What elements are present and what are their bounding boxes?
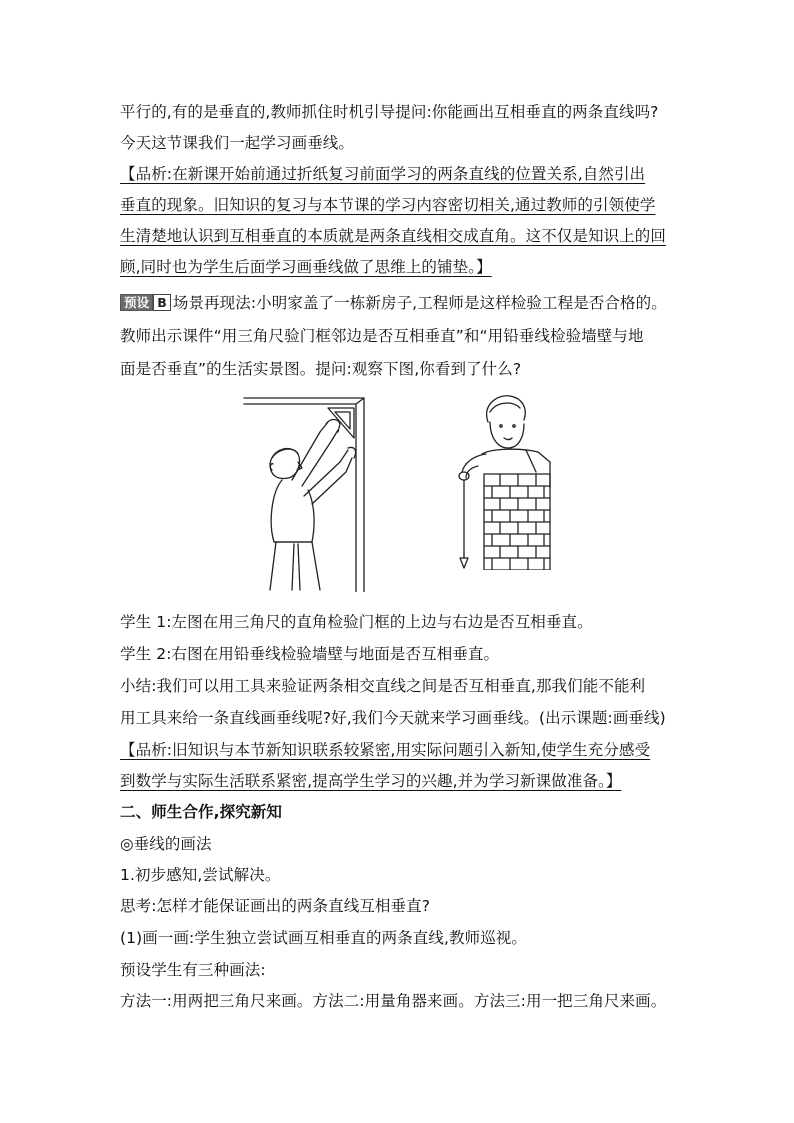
paragraph-line: 平行的,有的是垂直的,教师抓住时机引导提问:你能画出互相垂直的两条直线吗? [120, 103, 659, 121]
section-heading: 二、师生合作,探究新知 [120, 803, 282, 821]
analysis-line: 生清楚地认识到互相垂直的本质就是两条直线相交成直角。这不仅是知识上的回 [120, 227, 667, 245]
paragraph-line: 学生 2:右图在用铅垂线检验墙壁与地面是否互相垂直。 [120, 645, 500, 663]
paragraph-line: 学生 1:左图在用三角尺的直角检验门框的上边与右边是否互相垂直。 [120, 613, 593, 631]
analysis-line: 垂直的现象。旧知识的复习与本节课的学习内容密切相关,通过教师的引领使学 [120, 196, 656, 214]
paragraph-line: 用工具来给一条直线画垂线呢?好,我们今天就来学习画垂线。(出示课题:画垂线) [120, 709, 666, 727]
analysis-line: 【品析:在新课开始前通过折纸复习前面学习的两条直线的位置关系,自然引出 [120, 165, 646, 183]
paragraph-line: 小结:我们可以用工具来验证两条相交直线之间是否互相垂直,那我们能不能利 [120, 677, 646, 695]
paragraph-line: 思考:怎样才能保证画出的两条直线互相垂直? [120, 897, 431, 915]
paragraph-line: 今天这节课我们一起学习画垂线。 [120, 134, 355, 152]
paragraph-line: 方法一:用两把三角尺来画。方法二:用量角器来画。方法三:用一把三角尺来画。 [120, 992, 667, 1010]
paragraph-line: 教师出示课件“用三角尺验门框邻边是否互相垂直”和“用铅垂线检验墙壁与地 [120, 327, 644, 345]
paragraph-line: 面是否垂直”的生活实景图。提问:观察下图,你看到了什么? [120, 360, 522, 378]
preset-line [120, 293, 667, 313]
paragraph-line: 预设学生有三种画法: [120, 961, 266, 979]
preset-tag: 预设 [120, 294, 153, 311]
preset-level-tag: B [153, 294, 171, 311]
preset-text: 场景再现法:小明家盖了一栋新房子,工程师是这样检验工程是否合格的。 [172, 294, 667, 312]
analysis-line: 顾,同时也为学生后面学习画垂线做了思维上的铺垫。】 [120, 258, 492, 276]
paragraph-line: (1)画一画:学生独立尝试画互相垂直的两条直线,教师巡视。 [120, 929, 528, 947]
door-frame-illustration [242, 392, 370, 592]
paragraph-line: 1.初步感知,尝试解决。 [120, 866, 281, 884]
subsection-heading: ◎垂线的画法 [120, 835, 212, 853]
plumb-line-illustration [452, 392, 554, 570]
analysis-line: 到数学与实际生活联系紧密,提高学生学习的兴趣,并为学习新课做准备。】 [120, 772, 622, 790]
analysis-line: 【品析:旧知识与本节新知识联系较紧密,用实际问题引入新知,使学生充分感受 [120, 741, 651, 759]
